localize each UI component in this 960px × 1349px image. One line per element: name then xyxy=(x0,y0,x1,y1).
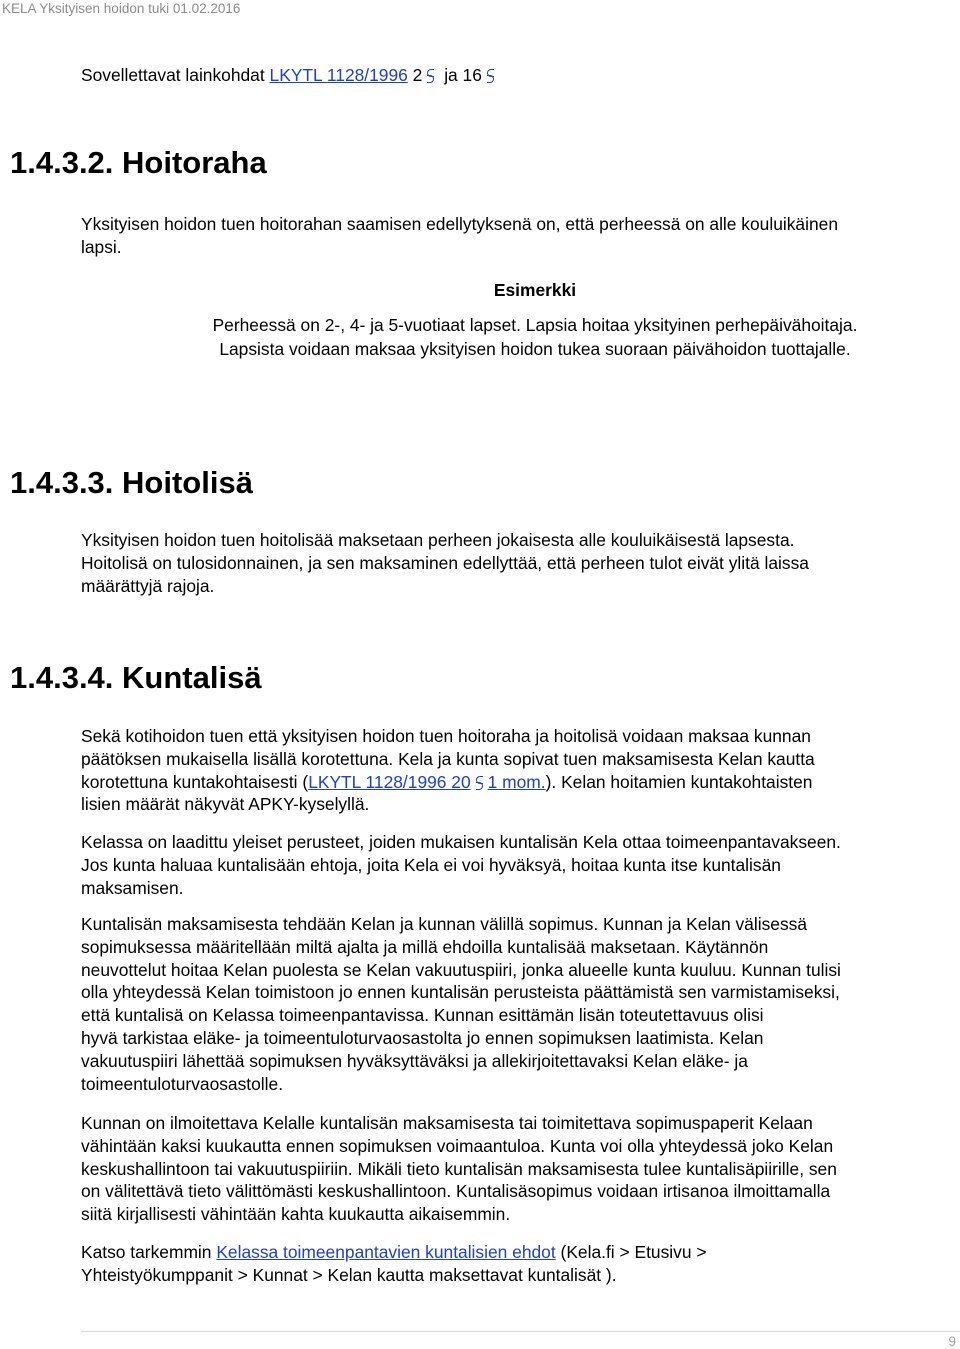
text-line: vakuutuspiiri lähettää sopimuksen hyväksyttäväksi ja allekirjoitettavaksi Kelan eläke- ja xyxy=(81,1050,748,1071)
text-segment: ). Kelan hoitamien kuntakohtaisten xyxy=(545,771,813,792)
law-link-lkytl-20[interactable]: LKYTL 1128/1996 20 xyxy=(308,771,471,792)
text-line: Jos kunta haluaa kuntalisään ehtoja, joita Kela ei voi hyväksyä, hoitaa kunta itse kuntalisän xyxy=(81,854,781,875)
paragraph-link-icon[interactable] xyxy=(475,776,484,790)
laws-prefix: Sovellettavat lainkohdat xyxy=(81,65,265,85)
heading-hoitolisa: 1.4.3.3. Hoitolisä xyxy=(10,465,253,500)
text-line-with-links xyxy=(81,771,960,794)
text-line: päätöksen mukaisella lisällä korotettuna. Kela ja kunta sopivat tuen maksamisesta Kelan kautta xyxy=(81,748,815,769)
law-link-1-mom[interactable]: 1 mom. xyxy=(487,771,546,792)
text-segment: Katso tarkemmin xyxy=(81,1242,212,1262)
text-line: siitä kirjallisesti vähintään kahta kuukautta aikaisemmin. xyxy=(81,1204,511,1225)
text-line: maksamisen. xyxy=(81,877,184,898)
text-line: lisien määrät näkyvät APKY-kyselyllä. xyxy=(81,794,370,815)
hoitoraha-paragraph xyxy=(81,213,960,259)
example-title: Esimerkki xyxy=(493,280,577,300)
law-link-lkytl[interactable]: LKYTL 1128/1996 xyxy=(269,65,408,85)
kuntalisa-paragraph-1 xyxy=(81,725,960,816)
example-line: Perheessä on 2-, 4- ja 5-vuotiaat lapset. Lapsia hoitaa yksityinen perhepäivähoitaja. xyxy=(212,315,858,335)
text-line: keskushallintoon tai vakuutuspiiriin. Mikäli tieto kuntalisän maksamisesta tulee kuntalisäpiirille, sen xyxy=(81,1158,837,1179)
footer-divider xyxy=(81,1331,960,1332)
hoitolisa-paragraph xyxy=(81,529,960,597)
text-line: hyvä tarkistaa eläke- ja toimeentuloturvaosastolta jo ennen sopimuksen laatimista. Kelan xyxy=(81,1027,764,1048)
text-segment: korotettuna kuntakohtaisesti ( xyxy=(81,771,309,792)
paragraph-link-icon[interactable] xyxy=(486,69,495,83)
text-line: toimeentuloturvaosastolle. xyxy=(81,1073,284,1094)
law-paragraph-2: 2 xyxy=(412,65,423,85)
text-line: Yksityisen hoidon tuen hoitorahan saamisen edellytyksenä on, että perheessä on alle kouluikäinen xyxy=(81,214,838,234)
kuntalisa-paragraph-2 xyxy=(81,831,960,899)
text-line: Yhteistyökumppanit > Kunnat > Kelan kautta maksettavat kuntalisät ). xyxy=(81,1264,617,1285)
text-line: Kunnan on ilmoitettava Kelalle kuntalisän maksamisesta tai toimitettava sopimuspaperit Kelaan xyxy=(81,1113,813,1133)
kuntalisa-paragraph-3 xyxy=(81,913,960,1095)
heading-hoitoraha: 1.4.3.2. Hoitoraha xyxy=(10,145,267,180)
kuntalisa-conditions-link[interactable]: Kelassa toimeenpantavien kuntalisien ehdot xyxy=(216,1242,556,1262)
paragraph-link-icon[interactable] xyxy=(426,69,435,83)
example-line: Lapsista voidaan maksaa yksityisen hoidon tukea suoraan päivähoidon tuottajalle. xyxy=(219,339,851,359)
text-line: että kuntalisä on Kelassa toimeenpantavissa. Kunnan esittämän lisän toteutettavuus olisi xyxy=(81,1005,764,1026)
page-header xyxy=(0,0,960,20)
text-line: määrättyjä rajoja. xyxy=(81,575,215,596)
text-line: Sekä kotihoidon tuen että yksityisen hoidon tuen hoitoraha ja hoitolisä voidaan maksaa kunnan xyxy=(81,726,811,746)
kuntalisa-paragraph-5 xyxy=(81,1241,960,1287)
kuntalisa-paragraph-4 xyxy=(81,1112,960,1226)
page-number: 9 xyxy=(948,1334,956,1349)
text-line: vähintään kaksi kuukautta ennen sopimuksen voimaantuloa. Kunta voi olla yhteydessä joko Kelan xyxy=(81,1135,834,1156)
text-line-with-link xyxy=(81,1241,960,1264)
text-line: olla yhteydessä Kelan toimistoon jo ennen kuntalisän perusteista päättämistä sen varmistamiseksi, xyxy=(81,982,840,1003)
text-line: sopimuksessa määritellään miltä ajalta ja millä ehdoilla kuntalisää maksetaan. Käytännön xyxy=(81,936,769,957)
text-line: Yksityisen hoidon tuen hoitolisää maksetaan perheen jokaisesta alle kouluikäisestä lapsesta. xyxy=(81,530,795,550)
law-paragraph-16: ja 16 xyxy=(444,65,482,85)
heading-kuntalisa: 1.4.3.4. Kuntalisä xyxy=(10,660,262,695)
text-line: Kelassa on laadittu yleiset perusteet, joiden mukaisen kuntalisän Kela ottaa toimeenpantavakseen. xyxy=(81,832,841,852)
text-line: on välitettävä tieto välittömästi keskushallintoon. Kuntalisäsopimus voidaan irtisanoa ilmoittamalla xyxy=(81,1181,831,1202)
text-segment: (Kela.fi > Etusivu > xyxy=(560,1242,707,1262)
applicable-laws-line xyxy=(81,64,499,87)
text-line: neuvottelut hoitaa Kelan puolesta se Kelan vakuutuspiiri, jonka alueelle kunta kuuluu. Kunnan tulisi xyxy=(81,959,841,980)
document-title: KELA Yksityisen hoidon tuki 01.02.2016 xyxy=(2,1,241,16)
text-line: lapsi. xyxy=(81,236,122,257)
text-line: Kuntalisän maksamisesta tehdään Kelan ja kunnan välillä sopimus. Kunnan ja Kelan välisessä xyxy=(81,914,808,934)
text-line: Hoitolisä on tulosidonnainen, ja sen maksaminen edellyttää, että perheen tulot eivät ylitä laissa xyxy=(81,552,809,573)
